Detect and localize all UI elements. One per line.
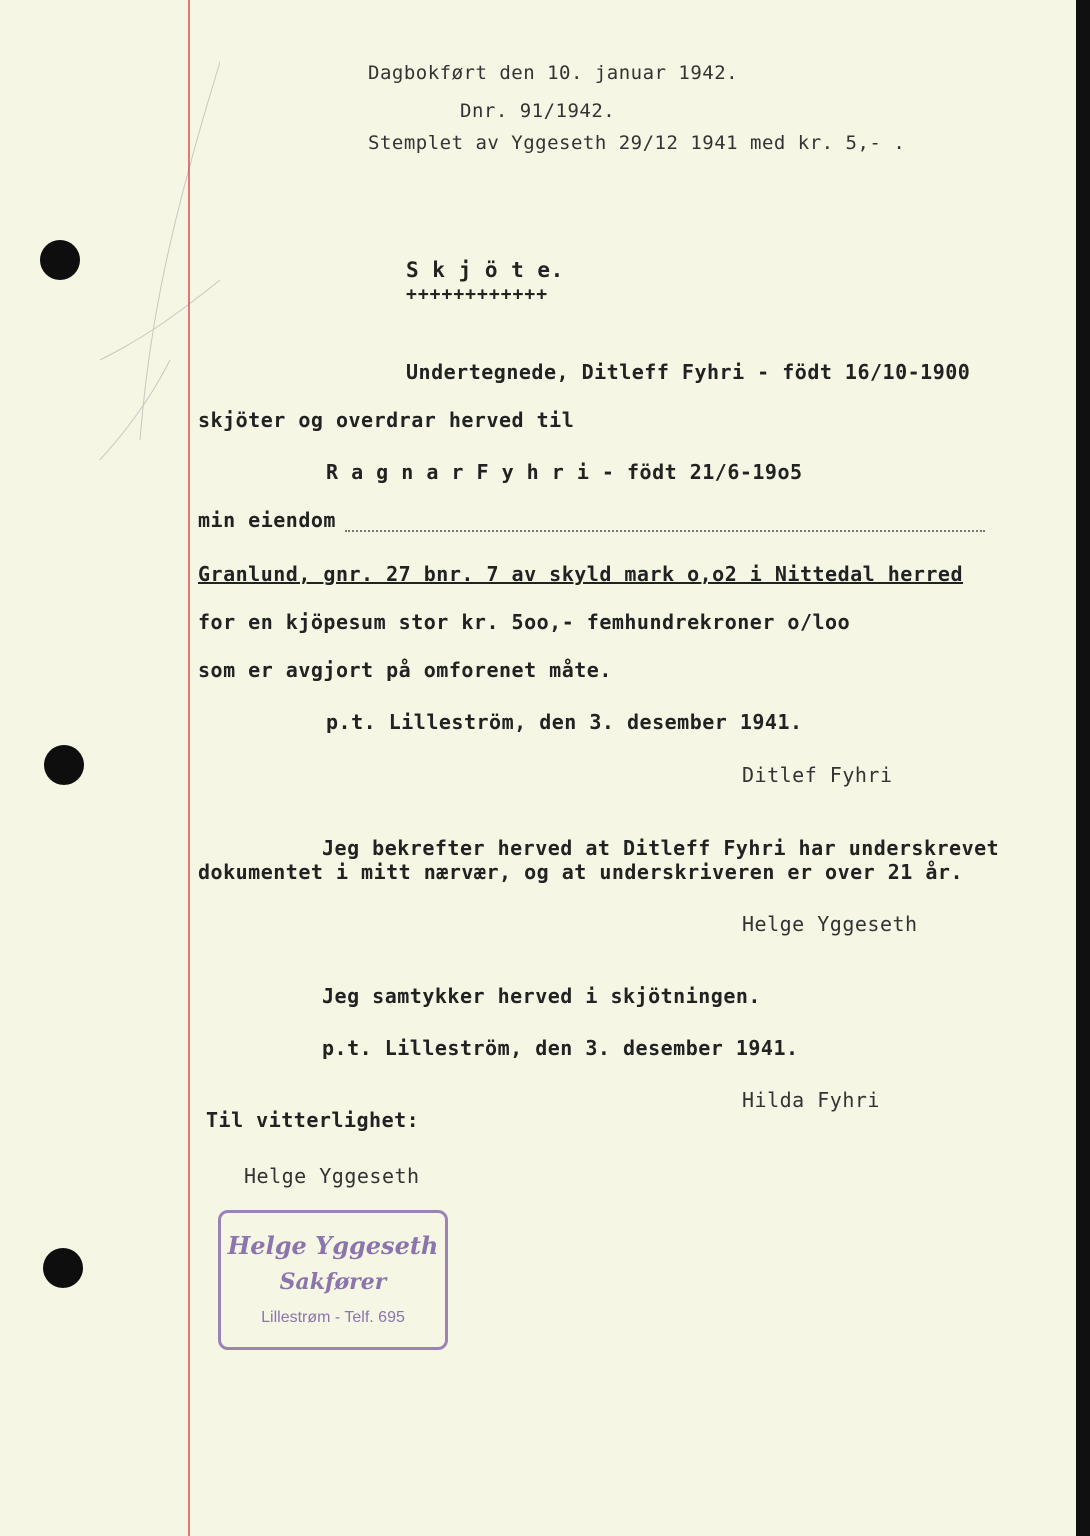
witness-label: Til vitterlighet: [206, 1108, 420, 1132]
stamp-title: Sakfører [279, 1269, 387, 1295]
body-line: min eiendom [198, 508, 336, 532]
signature-ditlef: Ditlef Fyhri [742, 763, 893, 787]
body-line: som er avgjort på omforenet måte. [198, 658, 612, 682]
diary-entry-line: Dagbokført den 10. januar 1942. [368, 62, 739, 84]
property-line: Granlund, gnr. 27 bnr. 7 av skyld mark o,o2 i Nittedal herred [198, 562, 964, 586]
punch-hole [44, 745, 84, 785]
place-date-line: p.t. Lilleström, den 3. desember 1941. [322, 1036, 799, 1060]
place-date-line: p.t. Lilleström, den 3. desember 1941. [326, 710, 803, 734]
body-line: for en kjöpesum stor kr. 5oo,- femhundrekroner o/loo [198, 610, 851, 634]
punch-hole [43, 1248, 83, 1288]
signature-helge: Helge Yggeseth [742, 912, 918, 936]
confirm-line: dokumentet i mitt nærvær, og at underskriveren er over 21 år. [198, 860, 964, 884]
stamp-place: Lillestrøm - Telf. 695 [261, 1309, 405, 1326]
confirm-line: Jeg bekrefter herved at Ditleff Fyhri har underskrevet [322, 836, 1000, 860]
consent-line: Jeg samtykker herved i skjötningen. [322, 984, 761, 1008]
signature-witness: Helge Yggeseth [244, 1164, 420, 1188]
signature-hilda: Hilda Fyhri [742, 1088, 880, 1112]
document-title: S k j ö t e. [406, 258, 564, 282]
pencil-scribble [80, 20, 220, 460]
body-line: skjöter og overdrar herved til [198, 408, 575, 432]
punch-hole [40, 240, 80, 280]
grantee-line: R a g n a r F y h r i - födt 21/6-19o5 [326, 460, 803, 484]
lawyer-stamp [218, 1210, 448, 1350]
stamp-name: Helge Yggeseth [227, 1231, 439, 1260]
body-line: Undertegnede, Ditleff Fyhri - födt 16/10-1900 [406, 360, 971, 384]
stamp-fee-line: Stemplet av Yggeseth 29/12 1941 med kr. 5,- . [368, 132, 906, 154]
dotted-fill-line [345, 530, 985, 532]
title-underline: ++++++++++++ [406, 284, 549, 305]
diary-number-line: Dnr. 91/1942. [460, 100, 616, 122]
